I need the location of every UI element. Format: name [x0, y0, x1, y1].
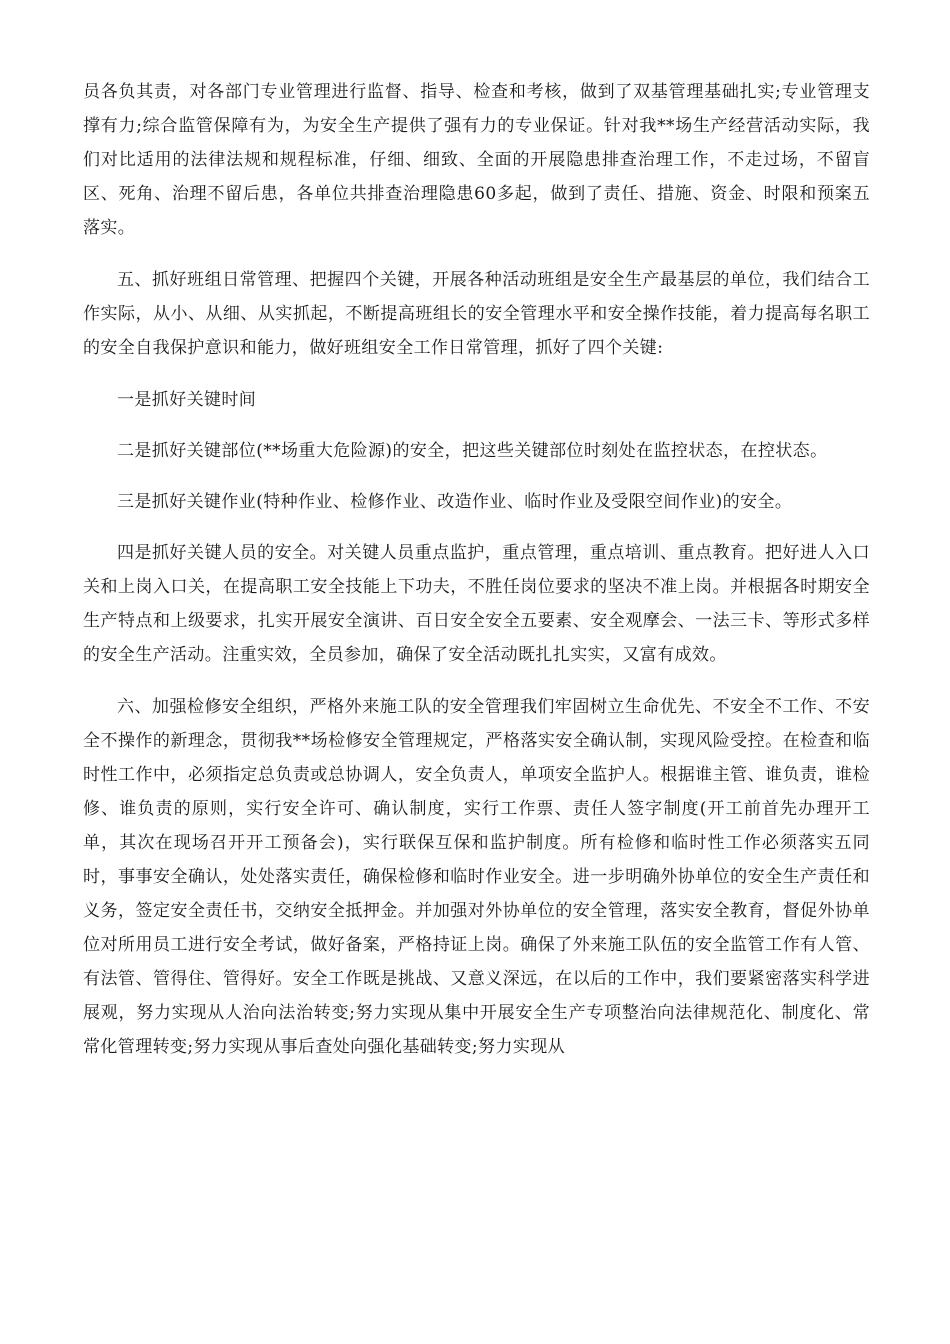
- document-body: [83, 75, 870, 1082]
- paragraph-continuation: 员各负其责，对各部门专业管理进行监督、指导、检查和考核，做到了双基管理基础扎实;专业管理支撑有力;综合监管保障有为，为安全生产提供了强有力的专业保证。针对我**场生产经营活动实际，我们对比适用的法律法规和规程标准，仔细、细致、全面的开展隐患排查治理工作，不走过场，不留盲区、死角、治理不留后患，各单位共排查治理隐患60多起，做到了责任、措施、资金、时限和预案五落实。: [83, 82, 870, 238]
- paragraph-key-location: 二是抓好关键部位(**场重大危险源)的安全，把这些关键部位时刻处在监控状态，在控状态。: [117, 441, 828, 461]
- paragraph-section-five: 五、抓好班组日常管理、把握四个关键，开展各种活动班组是安全生产最基层的单位，我们结合工作实际，从小、从细、从实抓起，不断提高班组长的安全管理水平和安全操作技能，着力提高每名职工的安全自我保护意识和能力，做好班组安全工作日常管理，抓好了四个关键:: [83, 270, 870, 358]
- paragraph-key-personnel: 四是抓好关键人员的安全。对关键人员重点监护，重点管理，重点培训、重点教育。把好进人入口关和上岗入口关，在提高职工安全技能上下功夫，不胜任岗位要求的坚决不准上岗。并根据各时期安全生产特点和上级要求，扎实开展安全演讲、百日安全安全五要素、安全观摩会、一法三卡、等形式多样的安全生产活动。注重实效，全员参加，确保了安全活动既扎扎实实，又富有成效。: [83, 543, 870, 665]
- paragraph-key-time: 一是抓好关键时间: [117, 390, 257, 410]
- paragraph-key-operation: 三是抓好关键作业(特种作业、检修作业、改造作业、临时作业及受限空间作业)的安全。: [117, 492, 793, 512]
- paragraph-section-six: 六、加强检修安全组织，严格外来施工队的安全管理我们牢固树立生命优先、不安全不工作、不安全不操作的新理念，贯彻我**场检修安全管理规定，严格落实安全确认制，实现风险受控。在检查和临时性工作中，必须指定总负责或总协调人，安全负责人，单项安全监护人。根据谁主管、谁负责，谁检修、谁负责的原则，实行安全许可、确认制度，实行工作票、责任人签字制度(开工前首先办理开工单，其次在现场召开开工预备会)，实行联保互保和监护制度。所有检修和临时性工作必须落实五同时，事事安全确认，处处落实责任，确保检修和临时作业安全。进一步明确外协单位的安全生产责任和义务，签定安全责任书，交纳安全抵押金。并加强对外协单位的安全管理，落实安全教育，督促外协单位对所用员工进行安全考试，做好备案，严格持证上岗。确保了外来施工队伍的安全监管工作有人管、有法管、管得住、管得好。安全工作既是挑战、又意义深远，在以后的工作中，我们要紧密落实科学进展观，努力实现从人治向法治转变;努力实现从集中开展安全生产专项整治向法律规范化、制度化、常常化管理转变;努力实现从事后查处向强化基础转变;努力实现从: [83, 697, 870, 1057]
